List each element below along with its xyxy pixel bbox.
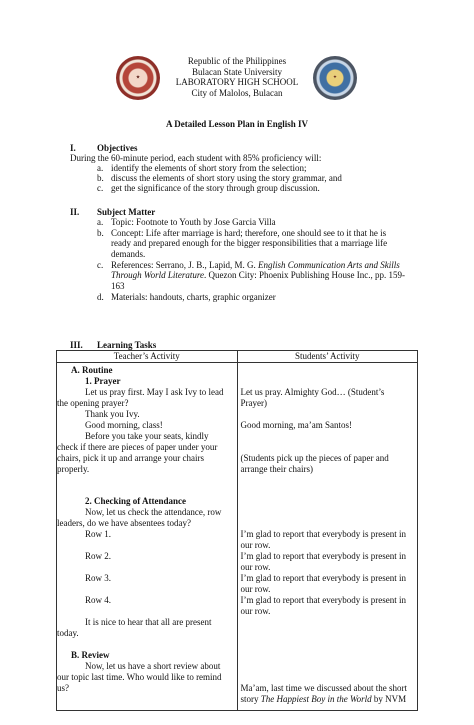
- attendance-heading: 2. Checking of Attendance: [85, 496, 186, 506]
- row-2-report-line-2: our row.: [240, 562, 271, 572]
- references-authors: References: Serrano, J. B., Lapid, M. G.: [111, 260, 258, 270]
- table-header-row: [57, 351, 418, 363]
- subject-topic: Topic: Footnote to Youth by Jose Garcia Villa: [111, 217, 276, 227]
- teacher-instruction-line-4: properly.: [57, 464, 90, 474]
- row-3-report-line-2: our row.: [240, 584, 271, 594]
- subject-a-letter: a.: [97, 217, 104, 227]
- row-3-report-line-1: I’m glad to report that everybody is present in: [240, 573, 406, 583]
- subject-concept-line-1: Concept: Life after marriage is hard; therefore, one should see to it that he is: [111, 228, 387, 238]
- teacher-row-4: Row 4.: [85, 595, 112, 605]
- routine-heading: A. Routine: [71, 365, 113, 375]
- teacher-activity-content: [57, 363, 237, 710]
- objectives-intro: During the 60-minute period, each student with 85% proficiency will:: [70, 153, 322, 163]
- teacher-attendance-line-2: leaders, do we have absentees today?: [57, 518, 191, 528]
- students-pick-up-line-2: arrange their chairs): [240, 464, 313, 474]
- teacher-present-line-2: today.: [57, 628, 79, 638]
- students-greeting: Good morning, ma’am Santos!: [240, 420, 352, 430]
- objective-a-text: identify the elements of short story from the selection;: [111, 163, 307, 173]
- header-line-3: LABORATORY HIGH SCHOOL: [175, 77, 299, 87]
- objective-c-text: get the significance of the story through group discussion.: [111, 183, 320, 193]
- teacher-review-line-2: our topic last time. Who would like to remind: [57, 672, 222, 682]
- students-prayer-line-2: Prayer): [240, 398, 267, 408]
- students-activity-cell: [237, 363, 418, 711]
- row-4-report-line-1: I’m glad to report that everybody is present in: [240, 595, 406, 605]
- students-review-line-2: [241, 694, 407, 705]
- subject-number: II.: [70, 207, 80, 217]
- learning-tasks-table: [56, 350, 418, 711]
- subject-materials: Materials: handouts, charts, graphic organizer: [111, 292, 276, 302]
- teacher-activity-cell: [57, 363, 238, 711]
- prayer-heading: 1. Prayer: [85, 376, 121, 386]
- teacher-review-line-3: us?: [57, 683, 69, 693]
- teacher-row-3: Row 3.: [85, 573, 112, 583]
- bulacan-state-university-seal-icon: ★: [116, 56, 160, 100]
- objective-a-letter: a.: [97, 163, 104, 173]
- tasks-number: III.: [70, 340, 83, 350]
- students-prayer-line-1: Let us pray. Almighty God… (Student’s: [240, 387, 385, 397]
- subject-b-letter: b.: [97, 228, 104, 238]
- row-4-report-line-2: our row.: [240, 606, 271, 616]
- lesson-plan-title: A Detailed Lesson Plan in English IV: [165, 119, 309, 129]
- review-heading: B. Review: [71, 650, 110, 660]
- objective-c-letter: c.: [97, 183, 104, 193]
- teacher-prayer-line-2: the opening prayer?: [57, 398, 129, 408]
- header-line-2: Bulacan State University: [192, 66, 282, 77]
- teacher-instruction-line-3: chairs, pick it up and arrange your chairs: [57, 453, 204, 463]
- students-pick-up-line-1: (Students pick up the pieces of paper and: [240, 453, 389, 463]
- teacher-instruction-line-2: check if there are pieces of paper under your: [57, 442, 218, 452]
- subject-d-letter: d.: [97, 292, 104, 302]
- teacher-attendance-line-1: Now, let us check the attendance, row: [85, 507, 222, 517]
- teacher-present-line-1: It is nice to hear that all are present: [85, 617, 212, 627]
- objectives-number: I.: [70, 143, 76, 153]
- objective-b-text: discuss the elements of short story using the story grammar, and: [111, 173, 342, 183]
- teacher-prayer-line-1: Let us pray first. May I ask Ivy to lead: [85, 387, 224, 397]
- laboratory-high-school-seal-icon: ✦: [313, 56, 357, 100]
- table-body-row: [57, 363, 418, 711]
- objective-b-letter: b.: [97, 173, 104, 183]
- students-activity-content: [238, 363, 418, 710]
- row-1-report-line-2: our row.: [240, 540, 271, 550]
- subject-concept-line-2: ready and prepared enough for the bigger responsibilities that a marriage life: [111, 238, 388, 248]
- row-1-report-line-1: I’m glad to report that everybody is present in: [240, 529, 406, 539]
- students-review-story-title: The Happiest Boy in the World: [260, 694, 372, 704]
- students-review-line-1: Ma’am, last time we discussed about the short: [240, 683, 407, 693]
- teacher-instruction-line-1: Before you take your seats, kindly: [85, 431, 209, 441]
- students-activity-header: Students’ Activity: [237, 351, 418, 363]
- objectives-heading: Objectives: [97, 143, 138, 153]
- students-review-story-author: by NVM: [371, 694, 407, 704]
- references-publisher: . Quezon City: Phoenix Publishing House Inc., pp. 159-: [204, 270, 406, 280]
- references-book-title-part-2: Through World Literature: [111, 270, 205, 280]
- subject-c-letter: c.: [97, 260, 104, 270]
- header-line-4: City of Malolos, Bulacan: [191, 87, 283, 98]
- subject-references-line-1: [111, 260, 400, 271]
- subject-concept-line-3: demands.: [111, 249, 146, 259]
- teacher-greeting: Good morning, class!: [85, 420, 163, 430]
- teacher-row-1: Row 1.: [85, 529, 112, 539]
- subject-references-line-3: 163: [111, 281, 125, 291]
- teacher-activity-header: Teacher’s Activity: [57, 351, 238, 363]
- row-2-report-line-1: I’m glad to report that everybody is present in: [240, 551, 406, 561]
- tasks-heading: Learning Tasks: [97, 340, 157, 350]
- school-header: [160, 56, 314, 98]
- teacher-review-line-1: Now, let us have a short review about: [85, 661, 221, 671]
- teacher-row-2: Row 2.: [85, 551, 112, 561]
- subject-references-line-2: [111, 270, 405, 281]
- subject-heading: Subject Matter: [97, 207, 156, 217]
- students-review-story-prefix: story: [240, 694, 261, 704]
- header-line-1: Republic of the Philippines: [187, 56, 287, 66]
- references-book-title-part-1: English Communication Arts and Skills: [257, 260, 400, 270]
- teacher-thanks: Thank you Ivy.: [85, 409, 140, 419]
